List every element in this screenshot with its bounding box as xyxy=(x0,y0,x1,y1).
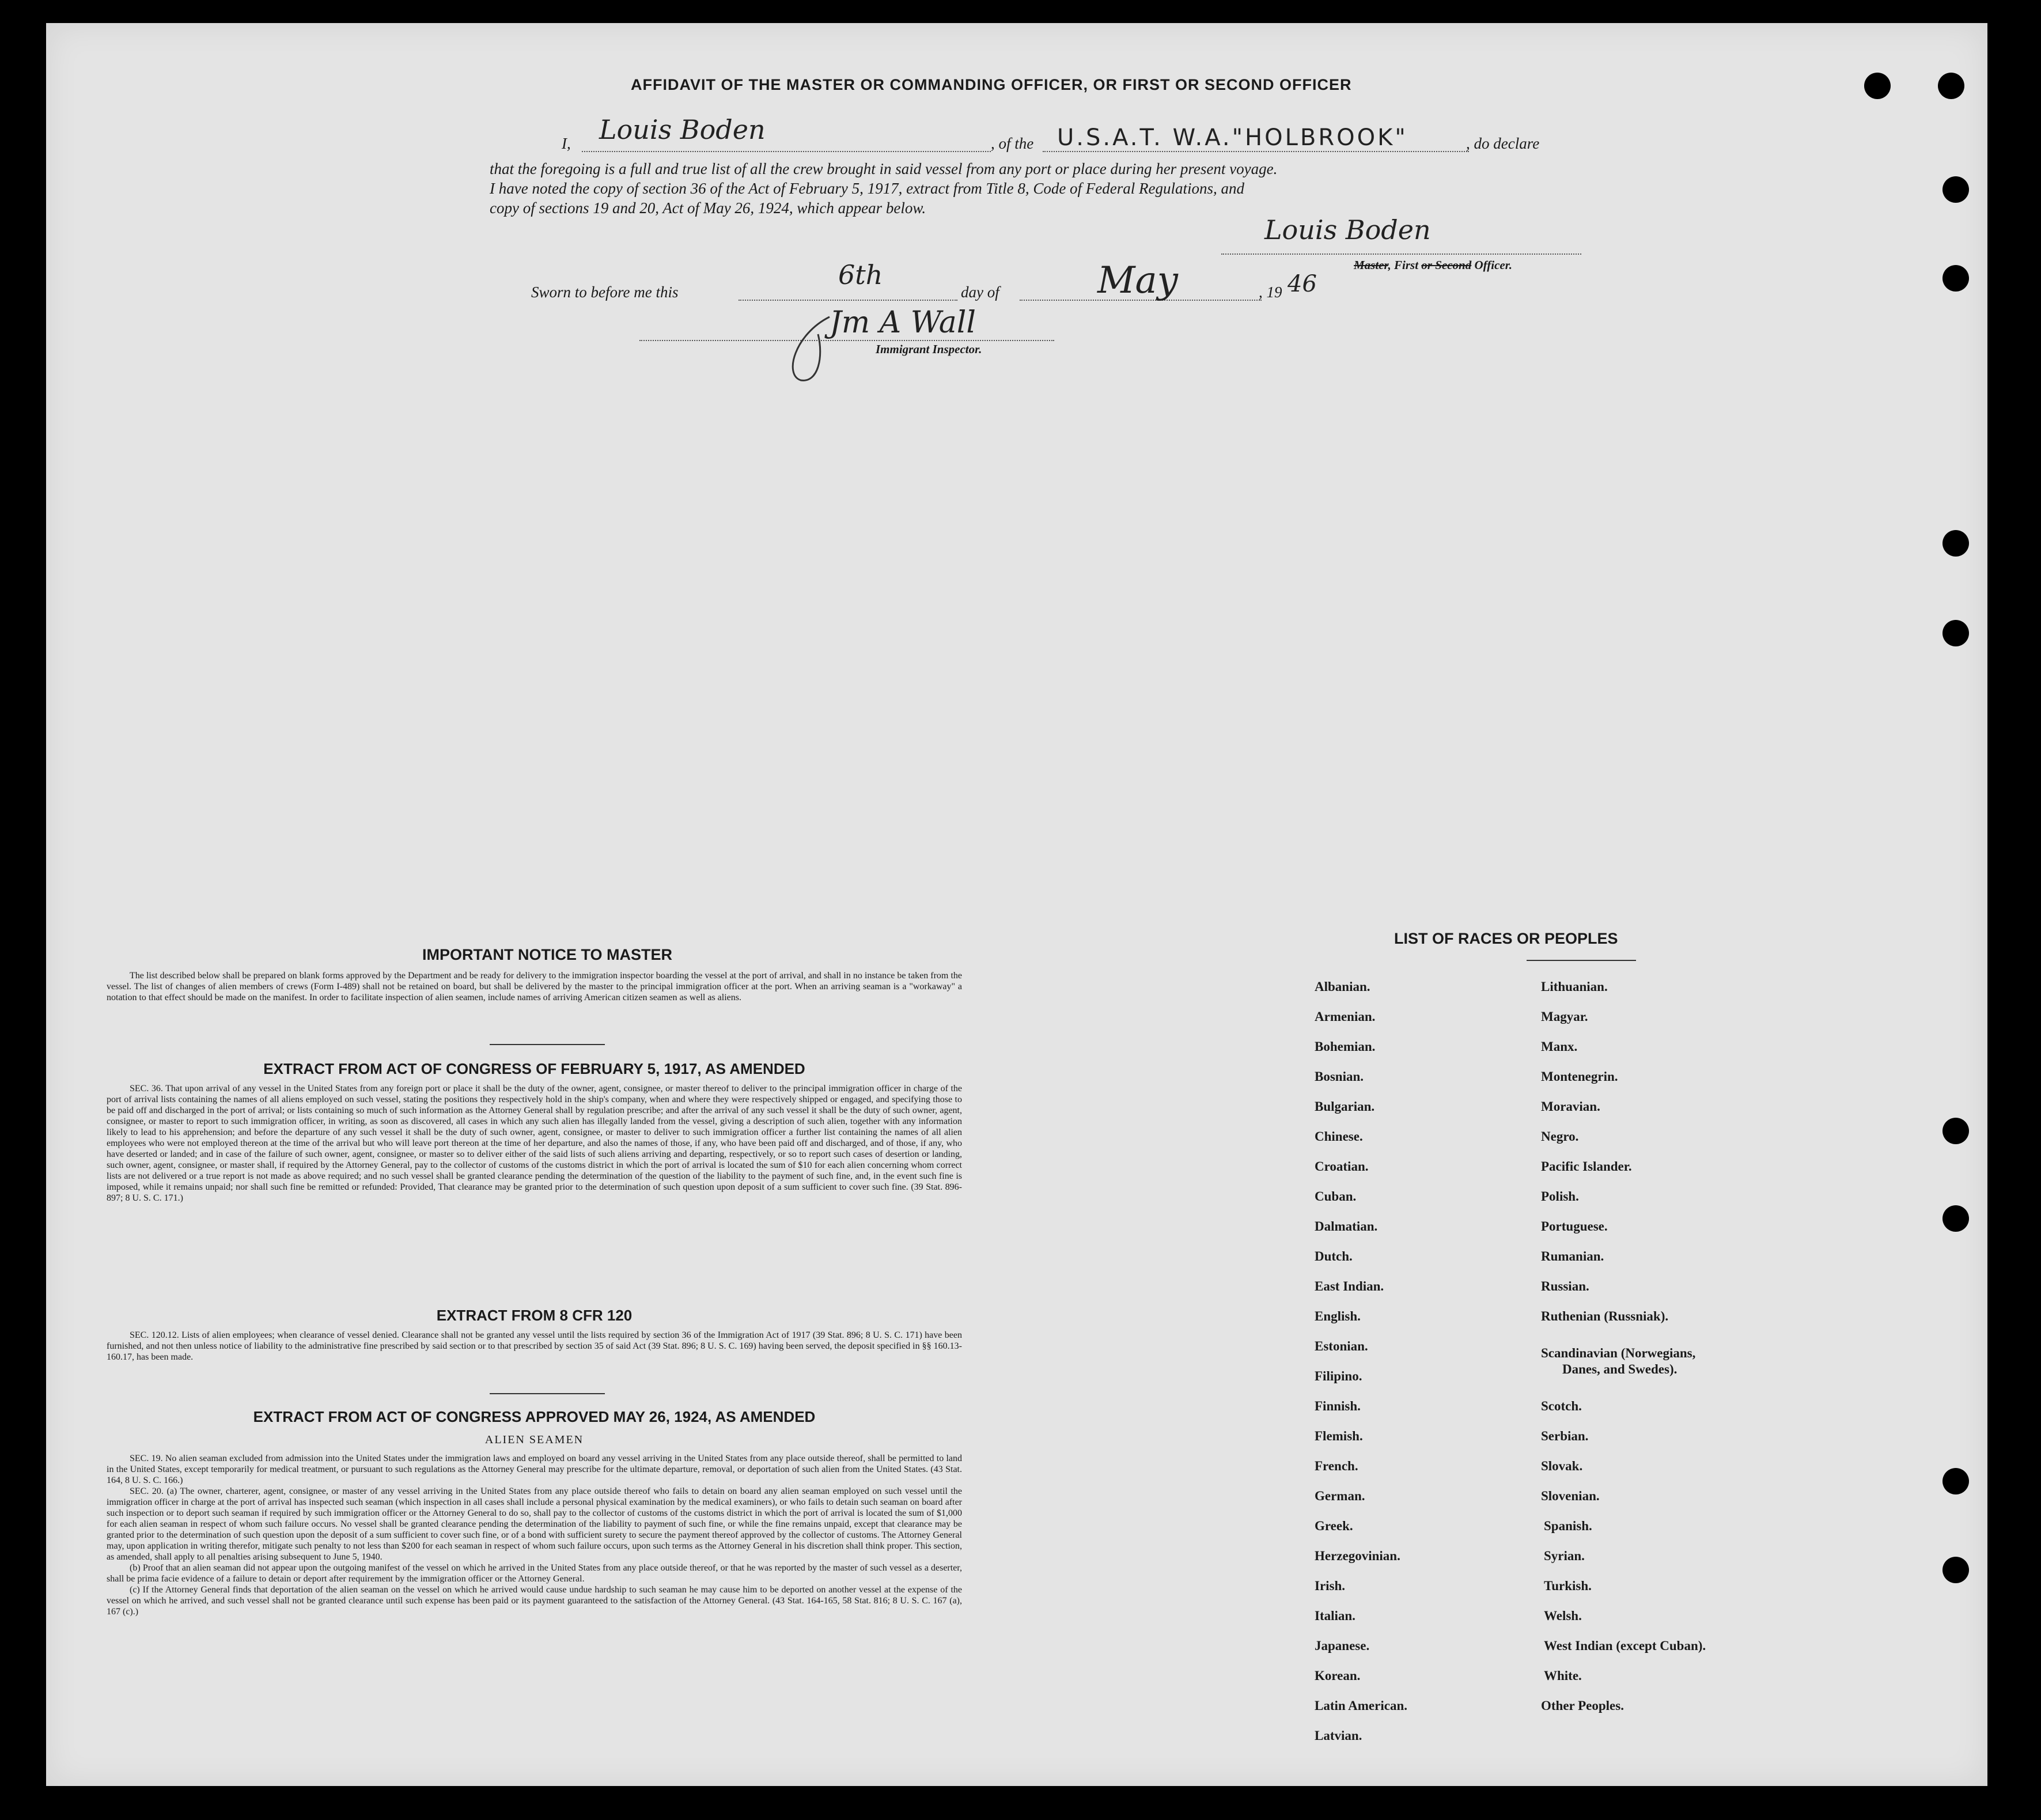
sworn-day-handwritten: 6th xyxy=(838,259,883,290)
race-item: Manx. xyxy=(1541,1039,1578,1054)
race-item: East Indian. xyxy=(1315,1279,1384,1293)
race-item: Estonian. xyxy=(1315,1339,1368,1353)
officer-title xyxy=(1354,258,1512,273)
sworn-day-line xyxy=(739,300,957,301)
year-prefix: , 19 xyxy=(1259,283,1282,301)
race-item: Latvian. xyxy=(1315,1728,1362,1743)
punch-hole xyxy=(1942,1557,1969,1583)
day-of-label: day of xyxy=(961,283,999,301)
officer-title-officer: Officer. xyxy=(1471,258,1512,272)
punch-hole xyxy=(1942,1118,1969,1144)
race-item: Magyar. xyxy=(1541,1009,1588,1024)
race-item: Cuban. xyxy=(1315,1189,1357,1204)
divider xyxy=(490,1044,605,1045)
punch-hole xyxy=(1942,1468,1969,1494)
officer-title-struck-master: Master xyxy=(1354,258,1388,272)
race-item: Slovenian. xyxy=(1541,1489,1600,1503)
extract-1924-sec19: SEC. 19. No alien seaman excluded from admission into the United States under the immigration laws and employed on board any vessel arriving in the United States from any place outside thereof, shall be permitted to land in the United States, except temporarily for medical treatment, or pursuant to such regulations as the Attorney General may prescribe for the ultimate departure, removal, or deportation of such alien from the United States. (43 Stat. 164, 8 U. S. C. 166.) xyxy=(107,1454,962,1485)
race-item: Italian. xyxy=(1315,1609,1355,1623)
affidavit-body-line3: copy of sections 19 and 20, Act of May 26, 1924, which appear below. xyxy=(490,199,926,217)
affidavit-title: AFFIDAVIT OF THE MASTER OR COMMANDING OFFICER, OR FIRST OR SECOND OFFICER xyxy=(631,76,1352,93)
race-item: Scandinavian (Norwegians, xyxy=(1541,1346,1696,1360)
officer-name-handwritten: Louis Boden xyxy=(599,114,766,145)
race-item: Turkish. xyxy=(1544,1579,1592,1593)
race-item: German. xyxy=(1315,1489,1365,1503)
extract-1924-sec20a: SEC. 20. (a) The owner, charterer, agent, consignee, or master of any vessel arriving in the United States from any place outside thereof who fails to detain on board any alien seaman employed on such vessel until the immigration officer in charge at the port of arrival has inspected such seaman (which inspection in all cases shall include a personal physical examination by the medical examiners), or who fails to detain such seaman on board after such inspection or to deport such seaman if required by such immigration officer or the Attorney General to do so, shall pay to the collector of customs of the customs district in which the port of arrival is located the sum of $1,000 for each alien seaman in respect of whom such failure occurs. No vessel shall be granted clearance pending the determination of the liability to payment of such fine, or while the fine remains unpaid, except that clearance may be granted prior to the determination of such question upon the deposit of a sum sufficient to cover such fine, or of a bond with sufficient surety to secure the payment thereof approved by the collector of customs. The Attorney General may, upon application in writing therefor, mitigate such penalty to not less than $200 for each seaman in respect of whom such failure occurs, upon such terms as the Attorney General in his discretion shall think proper. This section, as amended, shall apply to all penalties arising subsequent to June 5, 1940. xyxy=(107,1486,962,1562)
race-item: Negro. xyxy=(1541,1129,1579,1144)
extract-cfr-title: EXTRACT FROM 8 CFR 120 xyxy=(436,1307,633,1324)
race-item: Rumanian. xyxy=(1541,1249,1604,1263)
officer-title-struck-second: or Second xyxy=(1421,258,1472,272)
race-item: Danes, and Swedes). xyxy=(1562,1362,1678,1376)
race-item: Filipino. xyxy=(1315,1369,1362,1383)
race-item: Moravian. xyxy=(1541,1099,1600,1114)
race-item: Polish. xyxy=(1541,1189,1579,1204)
punch-hole xyxy=(1942,620,1969,646)
race-item: Dutch. xyxy=(1315,1249,1353,1263)
inspector-signature-flourish xyxy=(783,311,864,386)
race-item: French. xyxy=(1315,1459,1358,1473)
race-item: Spanish. xyxy=(1544,1519,1592,1533)
officer-signature-line xyxy=(1221,253,1581,255)
affidavit-body-line1: that the foregoing is a full and true list of all the crew brought in said vessel from any port or place during her present voyage. xyxy=(490,160,1278,177)
race-item: Other Peoples. xyxy=(1541,1698,1624,1713)
race-item: Portuguese. xyxy=(1541,1219,1608,1233)
race-item: Russian. xyxy=(1541,1279,1589,1293)
divider xyxy=(490,1393,605,1394)
race-item: Lithuanian. xyxy=(1541,979,1608,994)
race-item: Armenian. xyxy=(1315,1009,1376,1024)
race-item: Flemish. xyxy=(1315,1429,1363,1443)
extract-1924-subtitle: ALIEN SEAMEN xyxy=(484,1433,584,1446)
race-item: Syrian. xyxy=(1544,1549,1585,1563)
extract-1924-title: EXTRACT FROM ACT OF CONGRESS APPROVED MAY 26, 1924, AS AMENDED xyxy=(253,1408,816,1425)
vessel-name-handwritten: U.S.A.T. W.A."HOLBROOK" xyxy=(1057,124,1408,151)
race-item: Greek. xyxy=(1315,1519,1353,1533)
races-title: LIST OF RACES OR PEOPLES xyxy=(1394,930,1618,947)
race-item: Herzegovinian. xyxy=(1315,1549,1400,1563)
race-item: Dalmatian. xyxy=(1315,1219,1378,1233)
officer-signature: Louis Boden xyxy=(1264,214,1431,245)
vessel-line xyxy=(1043,151,1469,152)
race-item: White. xyxy=(1544,1668,1582,1683)
race-item: Albanian. xyxy=(1315,979,1370,994)
race-item: Latin American. xyxy=(1315,1698,1407,1713)
race-item: Bohemian. xyxy=(1315,1039,1376,1054)
race-item: Irish. xyxy=(1315,1579,1346,1593)
sworn-label: Sworn to before me this xyxy=(531,283,679,301)
punch-hole xyxy=(1942,265,1969,292)
race-item: Scotch. xyxy=(1541,1399,1582,1413)
race-item: Japanese. xyxy=(1315,1639,1370,1653)
extract-1924-sec20b: (b) Proof that an alien seaman did not appear upon the outgoing manifest of the vessel on which he arrived in the United States from any place outside thereof, or that he was reported by the master of such vessel as a deserter, shall be prima facie evidence of a failure to detain or deport after requirement by the immigration officer or the Attorney General. xyxy=(107,1563,962,1584)
extract-1924-sec20c: (c) If the Attorney General finds that deportation of the alien seaman on the vessel on which he arrived would cause undue hardship to such seaman he may cause him to be deported on another vessel at the expense of the vessel on which he arrived, and such vessel shall not be granted clearance until such expense has been paid or its payment guaranteed to the satisfaction of the Attorney General. (43 Stat. 164-165, 58 Stat. 816; 8 U. S. C. 167 (a), 167 (c).) xyxy=(107,1585,962,1617)
officer-name-line xyxy=(582,151,991,152)
race-item: Finnish. xyxy=(1315,1399,1361,1413)
punch-hole xyxy=(1942,176,1969,203)
of-the-label: , of the xyxy=(991,135,1034,152)
affidavit-body-line2: I have noted the copy of section 36 of the Act of February 5, 1917, extract from Title 8, Code of Federal Regulations, and xyxy=(490,180,1245,197)
punch-hole xyxy=(1942,1205,1969,1232)
sworn-month-handwritten: May xyxy=(1097,259,1178,302)
punch-hole xyxy=(1942,530,1969,557)
notice-text: The list described below shall be prepared on blank forms approved by the Department and be ready for delivery to the immigration inspector boarding the vessel at the port of arrival, and shall in no instance be taken from the vessel. The list of changes of alien members of crews (Form I-489) shall not be retained on board, but shall be delivered by the master to the principal immigration officer at the port. When an arriving seaman is a "workaway" a notation to that effect should be made on the manifest. In order to facilitate inspection of alien seamen, include names of arriving American citizen seamen as well as aliens. xyxy=(107,971,962,1002)
do-declare-label: , do declare xyxy=(1466,135,1540,152)
extract-1917-title: EXTRACT FROM ACT OF CONGRESS OF FEBRUARY 5, 1917, AS AMENDED xyxy=(263,1060,805,1077)
extract-cfr-text: SEC. 120.12. Lists of alien employees; when clearance of vessel denied. Clearance shall not be granted any vessel until the lists required by section 36 of the Immigration Act of 1917 (39 Stat. 896; 8 U. S. C. 171) have been furnished, and not then unless notice of liability to the administrative fine prescribed by said section or to that prescribed by section 35 of said Act (39 Stat. 896; 8 U. S. C. 169) having been served, the deposit specified in §§ 160.13-160.17, has been made. xyxy=(107,1330,962,1362)
race-item: Slovak. xyxy=(1541,1459,1583,1473)
race-item: Welsh. xyxy=(1544,1609,1582,1623)
race-item: English. xyxy=(1315,1309,1361,1323)
race-item: Bulgarian. xyxy=(1315,1099,1375,1114)
affidavit-i: I, xyxy=(562,135,571,152)
year-handwritten: 46 xyxy=(1288,271,1317,297)
punch-hole xyxy=(1938,73,1964,99)
race-item: Montenegrin. xyxy=(1541,1069,1618,1084)
race-item: Pacific Islander. xyxy=(1541,1159,1632,1174)
extract-1924-body xyxy=(107,1453,962,1617)
race-item: Ruthenian (Russniak). xyxy=(1541,1309,1669,1323)
divider xyxy=(1527,960,1636,961)
race-item: Korean. xyxy=(1315,1668,1361,1683)
punch-hole xyxy=(1864,73,1891,99)
officer-title-first: , First xyxy=(1388,258,1422,272)
inspector-label: Immigrant Inspector. xyxy=(876,342,982,356)
race-item: Serbian. xyxy=(1541,1429,1589,1443)
inspector-signature: Jm A Wall xyxy=(830,305,976,340)
notice-title: IMPORTANT NOTICE TO MASTER xyxy=(422,946,672,963)
race-item: Bosnian. xyxy=(1315,1069,1364,1084)
race-item: Croatian. xyxy=(1315,1159,1369,1174)
race-item: Chinese. xyxy=(1315,1129,1363,1144)
race-item: West Indian (except Cuban). xyxy=(1544,1639,1706,1653)
extract-1917-text: SEC. 36. That upon arrival of any vessel in the United States from any foreign port or place it shall be the duty of the owner, agent, consignee, or master thereof to deliver to the principal immigration officer in charge of the port of arrival lists containing the names of all aliens employed on such vessel, stating the positions they respectively hold in the ship's company, when and where they were respectively shipped or engaged, and specifying those to be paid off and discharged in the port of arrival; or lists containing so much of such information as the Attorney General shall by regulation prescribe; and after the arrival of any such vessel it shall be the duty of such owner, agent, consignee, or master to report to such immigration officer, in writing, as soon as discovered, all cases in which any such alien has illegally landed from the vessel, giving a description of such alien, together with any information likely to lead to his apprehension; and before the departure of any such vessel it shall be the duty of such owner, agent, consignee, or master to deliver to such immigration officer a further list containing the names of all alien employees who were not employed thereon at the time of the arrival but who will leave port thereon at the time of her departure, and also the names of those, if any, who have been paid off and discharged, and of those, if any, who have deserted or landed; and in case of the failure of such owner, agent, consignee, or master so to deliver either of the said lists of such aliens arriving and departing, respectively, or so to report such cases of desertion or landing, such owner, agent, consignee, or master shall, if required by the Attorney General, pay to the collector of customs of the customs district in which the port of arrival is located the sum of $10 for each alien concerning whom correct lists are not delivered or a true report is not made as above required; and no such vessel shall be granted clearance pending the determination of the question of the liability to the payment of such fine, and, in the event such fine is imposed, while it remains unpaid; nor shall such fine be remitted or refunded: Provided, That clearance may be granted prior to the determination of such question upon deposit of a sum sufficient to cover such fine. (39 Stat. 896-897; 8 U. S. C. 171.) xyxy=(107,1084,962,1203)
